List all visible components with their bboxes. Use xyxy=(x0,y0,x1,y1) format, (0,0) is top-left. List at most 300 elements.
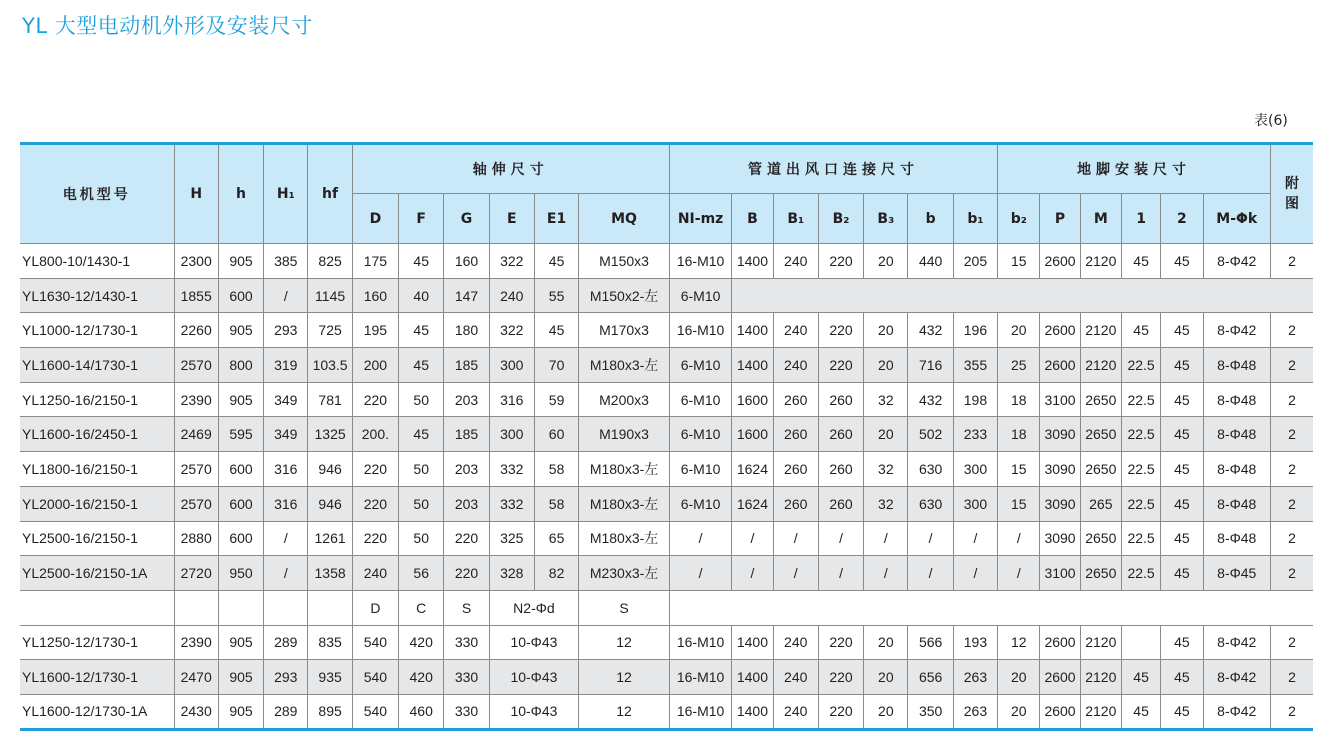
table-cell: / xyxy=(732,521,773,556)
table-cell: 349 xyxy=(264,382,308,417)
table-cell: 332 xyxy=(489,486,534,521)
table-cell: 905 xyxy=(218,313,263,348)
table-cell: 825 xyxy=(308,244,352,279)
table-cell: 16-M10 xyxy=(669,244,731,279)
table-cell: 260 xyxy=(773,417,818,452)
table-row xyxy=(20,244,1313,279)
table-cell: 220 xyxy=(444,521,489,556)
table-cell: 220 xyxy=(818,625,863,660)
table-cell: 8-Φ48 xyxy=(1203,382,1271,417)
table-cell: 935 xyxy=(308,660,352,695)
table-cell: 12 xyxy=(998,625,1040,660)
table-cell: 160 xyxy=(444,244,489,279)
model-cell: YL2500-16/2150-1A xyxy=(20,556,174,591)
table-cell: 2 xyxy=(1271,625,1313,660)
table-cell: 349 xyxy=(264,417,308,452)
table-row xyxy=(20,556,1313,591)
table-cell: 566 xyxy=(908,625,953,660)
table-cell: 60 xyxy=(534,417,578,452)
table-cell: / xyxy=(264,278,308,313)
table-cell: 45 xyxy=(399,417,444,452)
table-cell: 20 xyxy=(864,313,908,348)
table-cell: 800 xyxy=(218,348,263,383)
table-cell: 1145 xyxy=(308,278,352,313)
table-cell: 946 xyxy=(308,452,352,487)
table-cell: 260 xyxy=(773,452,818,487)
table-cell: 950 xyxy=(218,556,263,591)
table-cell: 20 xyxy=(864,348,908,383)
table-cell: 45 xyxy=(1121,660,1160,695)
table-cell: 50 xyxy=(399,486,444,521)
header-shaft-group: 轴伸尺寸 xyxy=(352,144,669,194)
table-cell: 32 xyxy=(864,382,908,417)
table-cell: 240 xyxy=(352,556,398,591)
table-cell: 45 xyxy=(1161,452,1203,487)
table-cell: 2650 xyxy=(1080,417,1121,452)
table-cell: / xyxy=(264,521,308,556)
table-cell: 1600 xyxy=(732,417,773,452)
table-cell: 2600 xyxy=(1040,313,1080,348)
table-cell: / xyxy=(773,521,818,556)
table-cell: 2 xyxy=(1271,556,1313,591)
table-cell: 240 xyxy=(773,625,818,660)
table-cell: 240 xyxy=(773,244,818,279)
table-cell: 6-M10 xyxy=(669,382,731,417)
header-col: 2 xyxy=(1161,194,1203,244)
empty-cell xyxy=(20,590,174,625)
table-row xyxy=(20,452,1313,487)
table-cell: 20 xyxy=(864,660,908,695)
table-cell: 600 xyxy=(218,278,263,313)
table-cell: 260 xyxy=(818,486,863,521)
table-cell: 540 xyxy=(352,694,398,729)
table-cell: 8-Φ42 xyxy=(1203,660,1271,695)
table-cell: 220 xyxy=(818,694,863,729)
table-cell: 1855 xyxy=(174,278,218,313)
table-cell: 240 xyxy=(773,660,818,695)
table-cell: 45 xyxy=(1161,694,1203,729)
table-cell: 260 xyxy=(818,417,863,452)
table-cell: 220 xyxy=(352,521,398,556)
table-cell: 2570 xyxy=(174,452,218,487)
table-cell: 220 xyxy=(818,660,863,695)
table-cell: 12 xyxy=(579,694,670,729)
table-cell: 1400 xyxy=(732,244,773,279)
table-cell: 65 xyxy=(534,521,578,556)
table-cell: 20 xyxy=(864,417,908,452)
table-cell: 316 xyxy=(264,486,308,521)
table-cell: 2120 xyxy=(1080,244,1121,279)
header-col: MQ xyxy=(579,194,670,244)
header-col: NI-mz xyxy=(669,194,731,244)
table-body-upper xyxy=(20,244,1313,591)
table-cell: 600 xyxy=(218,521,263,556)
table-cell: 15 xyxy=(998,486,1040,521)
table-cell: 6-M10 xyxy=(669,348,731,383)
table-row xyxy=(20,660,1313,695)
table-cell: 319 xyxy=(264,348,308,383)
table-cell: 656 xyxy=(908,660,953,695)
table-cell: 50 xyxy=(399,452,444,487)
table-cell: 45 xyxy=(1121,313,1160,348)
table-cell: 905 xyxy=(218,660,263,695)
table-cell: 263 xyxy=(953,660,997,695)
table-cell: 432 xyxy=(908,382,953,417)
table-cell: 1400 xyxy=(732,348,773,383)
table-cell: 8-Φ42 xyxy=(1203,694,1271,729)
table-cell: 2390 xyxy=(174,625,218,660)
table-cell: 82 xyxy=(534,556,578,591)
table-cell: 289 xyxy=(264,625,308,660)
table-cell: M170x3 xyxy=(579,313,670,348)
table-cell: 45 xyxy=(399,244,444,279)
table-cell: M150x2-左 xyxy=(579,278,670,313)
header-col: P xyxy=(1040,194,1080,244)
table-cell: 32 xyxy=(864,452,908,487)
table-cell: 293 xyxy=(264,313,308,348)
header-col: M-Φk xyxy=(1203,194,1271,244)
table-cell: 2 xyxy=(1271,382,1313,417)
table-cell: 540 xyxy=(352,625,398,660)
table-cell: 540 xyxy=(352,660,398,695)
table-cell: 20 xyxy=(864,625,908,660)
table-cell: 180 xyxy=(444,313,489,348)
model-cell: YL1630-12/1430-1 xyxy=(20,278,174,313)
table-cell: / xyxy=(818,521,863,556)
header-col: B₁ xyxy=(773,194,818,244)
table-cell: 2600 xyxy=(1040,625,1080,660)
table-cell: 50 xyxy=(399,521,444,556)
table-cell: 905 xyxy=(218,244,263,279)
table-cell: 420 xyxy=(399,660,444,695)
table-cell: 20 xyxy=(998,694,1040,729)
table-cell: 300 xyxy=(953,452,997,487)
table-cell: M200x3 xyxy=(579,382,670,417)
table-cell: 1624 xyxy=(732,486,773,521)
table-cell: 15 xyxy=(998,244,1040,279)
table-cell: 45 xyxy=(1121,694,1160,729)
table-cell: / xyxy=(818,556,863,591)
table-cell: 325 xyxy=(489,521,534,556)
subheader-C: C xyxy=(399,590,444,625)
table-cell: 59 xyxy=(534,382,578,417)
table-row xyxy=(20,313,1313,348)
table-cell: 2570 xyxy=(174,348,218,383)
table-cell: 1325 xyxy=(308,417,352,452)
table-cell: 2470 xyxy=(174,660,218,695)
header-figure-text: 附图 xyxy=(1285,176,1299,212)
table-cell: 2 xyxy=(1271,348,1313,383)
table-cell: 1600 xyxy=(732,382,773,417)
header-col: E xyxy=(489,194,534,244)
model-cell: YL1600-16/2450-1 xyxy=(20,417,174,452)
table-cell: 195 xyxy=(352,313,398,348)
empty-cell xyxy=(174,590,218,625)
table-cell: 203 xyxy=(444,452,489,487)
table-cell: 6-M10 xyxy=(669,278,731,313)
table-cell: 6-M10 xyxy=(669,486,731,521)
table-cell: M230x3-左 xyxy=(579,556,670,591)
table-row xyxy=(20,694,1313,729)
table-cell: 1261 xyxy=(308,521,352,556)
header-col: b₁ xyxy=(953,194,997,244)
header-model: 电机型号 xyxy=(20,144,174,244)
table-cell: 2 xyxy=(1271,660,1313,695)
header-H: H xyxy=(174,144,218,244)
table-cell: 502 xyxy=(908,417,953,452)
table-cell: 200. xyxy=(352,417,398,452)
table-cell: 8-Φ45 xyxy=(1203,556,1271,591)
header-hf: hf xyxy=(308,144,352,244)
table-cell: 322 xyxy=(489,244,534,279)
table-cell: 240 xyxy=(773,348,818,383)
table-cell: 147 xyxy=(444,278,489,313)
table-cell: 781 xyxy=(308,382,352,417)
table-cell: 240 xyxy=(773,694,818,729)
table-cell: 2260 xyxy=(174,313,218,348)
table-cell: 8-Φ42 xyxy=(1203,244,1271,279)
table-cell: 2650 xyxy=(1080,452,1121,487)
table-cell: 2650 xyxy=(1080,556,1121,591)
table-cell: 332 xyxy=(489,452,534,487)
table-cell: M180x3-左 xyxy=(579,521,670,556)
table-cell: 45 xyxy=(399,313,444,348)
table-cell: 420 xyxy=(399,625,444,660)
table-cell: 630 xyxy=(908,452,953,487)
table-cell: 895 xyxy=(308,694,352,729)
table-cell: 460 xyxy=(399,694,444,729)
table-cell: 45 xyxy=(1161,417,1203,452)
header-col: E1 xyxy=(534,194,578,244)
table-cell: 2120 xyxy=(1080,660,1121,695)
table-cell: 45 xyxy=(1161,625,1203,660)
table-cell: 2300 xyxy=(174,244,218,279)
table-cell: 265 xyxy=(1080,486,1121,521)
table-cell: 725 xyxy=(308,313,352,348)
table-cell xyxy=(1121,625,1160,660)
table-cell: 2 xyxy=(1271,244,1313,279)
header-col: 1 xyxy=(1121,194,1160,244)
table-row xyxy=(20,417,1313,452)
table-cell: 440 xyxy=(908,244,953,279)
table-cell: 2600 xyxy=(1040,694,1080,729)
table-cell: 220 xyxy=(818,313,863,348)
table-cell: 385 xyxy=(264,244,308,279)
table-cell: 8-Φ48 xyxy=(1203,348,1271,383)
empty-span xyxy=(669,590,1313,625)
table-cell: 160 xyxy=(352,278,398,313)
table-row xyxy=(20,625,1313,660)
model-cell: YL2500-16/2150-1 xyxy=(20,521,174,556)
header-H1: H₁ xyxy=(264,144,308,244)
table-cell: 2 xyxy=(1271,452,1313,487)
table-cell: 330 xyxy=(444,660,489,695)
header-figure xyxy=(1271,144,1313,244)
table-cell: 45 xyxy=(399,348,444,383)
model-cell: YL1600-12/1730-1A xyxy=(20,694,174,729)
empty-cell xyxy=(218,590,263,625)
table-cell: 45 xyxy=(534,244,578,279)
table-cell: 8-Φ48 xyxy=(1203,521,1271,556)
table-cell: 22.5 xyxy=(1121,417,1160,452)
table-cell: 330 xyxy=(444,625,489,660)
table-cell: 2650 xyxy=(1080,382,1121,417)
table-cell: 45 xyxy=(1161,556,1203,591)
table-row xyxy=(20,278,1313,313)
table-cell: 45 xyxy=(1161,486,1203,521)
table-cell: 260 xyxy=(773,486,818,521)
table-number: 表(6) xyxy=(1254,113,1288,129)
model-cell: YL1800-16/2150-1 xyxy=(20,452,174,487)
table-cell: 203 xyxy=(444,382,489,417)
table-cell: M180x3-左 xyxy=(579,452,670,487)
table-cell: 8-Φ42 xyxy=(1203,625,1271,660)
table-cell: M180x3-左 xyxy=(579,348,670,383)
table-cell: 198 xyxy=(953,382,997,417)
table-cell: 263 xyxy=(953,694,997,729)
table-cell: 600 xyxy=(218,452,263,487)
table-cell: / xyxy=(998,521,1040,556)
table-cell: 1400 xyxy=(732,694,773,729)
empty-cell xyxy=(264,590,308,625)
table-cell: 316 xyxy=(264,452,308,487)
table-cell: 293 xyxy=(264,660,308,695)
table-cell: 18 xyxy=(998,382,1040,417)
table-cell: 45 xyxy=(1121,244,1160,279)
table-cell: 22.5 xyxy=(1121,452,1160,487)
model-cell: YL1000-12/1730-1 xyxy=(20,313,174,348)
table-cell: 8-Φ48 xyxy=(1203,417,1271,452)
table-cell: 185 xyxy=(444,417,489,452)
table-cell: 15 xyxy=(998,452,1040,487)
table-cell: 350 xyxy=(908,694,953,729)
table-cell: 50 xyxy=(399,382,444,417)
table-cell: 200 xyxy=(352,348,398,383)
table-cell: 20 xyxy=(864,244,908,279)
page-title: YL 大型电动机外形及安装尺寸 xyxy=(22,14,313,38)
table-cell: 2 xyxy=(1271,417,1313,452)
table-cell: 716 xyxy=(908,348,953,383)
table-cell: 2 xyxy=(1271,486,1313,521)
table-cell: / xyxy=(908,521,953,556)
table-cell: 25 xyxy=(998,348,1040,383)
subheader-N2: N2-Φd xyxy=(489,590,579,625)
table-cell: 10-Φ43 xyxy=(489,694,579,729)
table-cell: 12 xyxy=(579,660,670,695)
table-cell: 16-M10 xyxy=(669,694,731,729)
table-cell: 233 xyxy=(953,417,997,452)
table-cell: 16-M10 xyxy=(669,660,731,695)
table-cell: / xyxy=(864,521,908,556)
table-cell: 58 xyxy=(534,486,578,521)
table-row xyxy=(20,521,1313,556)
table-cell: 2 xyxy=(1271,521,1313,556)
table-cell: 45 xyxy=(534,313,578,348)
table-cell: 905 xyxy=(218,625,263,660)
table-cell: / xyxy=(953,556,997,591)
table-cell: 205 xyxy=(953,244,997,279)
header-col: D xyxy=(352,194,398,244)
table-cell: 32 xyxy=(864,486,908,521)
table-cell: 45 xyxy=(1161,660,1203,695)
table-cell: 2720 xyxy=(174,556,218,591)
table-cell: 16-M10 xyxy=(669,313,731,348)
table-cell: 2120 xyxy=(1080,625,1121,660)
table-cell: / xyxy=(732,556,773,591)
table-cell: 260 xyxy=(818,382,863,417)
table-cell: 260 xyxy=(818,452,863,487)
table-cell: 630 xyxy=(908,486,953,521)
table-cell: 103.5 xyxy=(308,348,352,383)
table-cell: 946 xyxy=(308,486,352,521)
table-cell: / xyxy=(953,521,997,556)
table-body-lower xyxy=(20,625,1313,729)
table-cell: 196 xyxy=(953,313,997,348)
table-cell: 300 xyxy=(489,417,534,452)
table-cell: 220 xyxy=(352,486,398,521)
table-cell: 300 xyxy=(953,486,997,521)
table-cell: 2120 xyxy=(1080,694,1121,729)
table-cell: 220 xyxy=(818,244,863,279)
table-cell: / xyxy=(669,556,731,591)
table-cell: / xyxy=(864,556,908,591)
table-cell: 40 xyxy=(399,278,444,313)
table-cell: 2600 xyxy=(1040,348,1080,383)
table-row xyxy=(20,382,1313,417)
table-cell: 20 xyxy=(998,313,1040,348)
table-cell: 355 xyxy=(953,348,997,383)
table-cell: 220 xyxy=(352,452,398,487)
table-cell: 595 xyxy=(218,417,263,452)
table-cell: 193 xyxy=(953,625,997,660)
table-cell: 55 xyxy=(534,278,578,313)
table-cell: 316 xyxy=(489,382,534,417)
table-cell: 1400 xyxy=(732,625,773,660)
table-header xyxy=(20,144,1313,244)
table-cell: 289 xyxy=(264,694,308,729)
table-cell: 600 xyxy=(218,486,263,521)
subheader-S: S xyxy=(444,590,489,625)
table-cell: 3090 xyxy=(1040,417,1080,452)
table-cell: 1624 xyxy=(732,452,773,487)
header-col: B₃ xyxy=(864,194,908,244)
table-cell: / xyxy=(669,521,731,556)
table-cell: 45 xyxy=(1161,313,1203,348)
table-cell: 56 xyxy=(399,556,444,591)
table-cell: 1358 xyxy=(308,556,352,591)
table-row xyxy=(20,348,1313,383)
dimension-table xyxy=(20,142,1313,731)
empty-cell xyxy=(308,590,352,625)
table-row xyxy=(20,486,1313,521)
table-cell: 6-M10 xyxy=(669,452,731,487)
table-cell: 2390 xyxy=(174,382,218,417)
table-cell: 3090 xyxy=(1040,486,1080,521)
table-cell: 905 xyxy=(218,694,263,729)
header-col: B₂ xyxy=(818,194,863,244)
table-cell: 2120 xyxy=(1080,348,1121,383)
header-col: b₂ xyxy=(998,194,1040,244)
header-col: F xyxy=(399,194,444,244)
table-cell: 6-M10 xyxy=(669,417,731,452)
table-cell: 835 xyxy=(308,625,352,660)
subheader-D: D xyxy=(352,590,398,625)
table-cell: 8-Φ48 xyxy=(1203,452,1271,487)
table-cell: 16-M10 xyxy=(669,625,731,660)
table-cell: 2600 xyxy=(1040,244,1080,279)
model-cell: YL800-10/1430-1 xyxy=(20,244,174,279)
header-col: b xyxy=(908,194,953,244)
